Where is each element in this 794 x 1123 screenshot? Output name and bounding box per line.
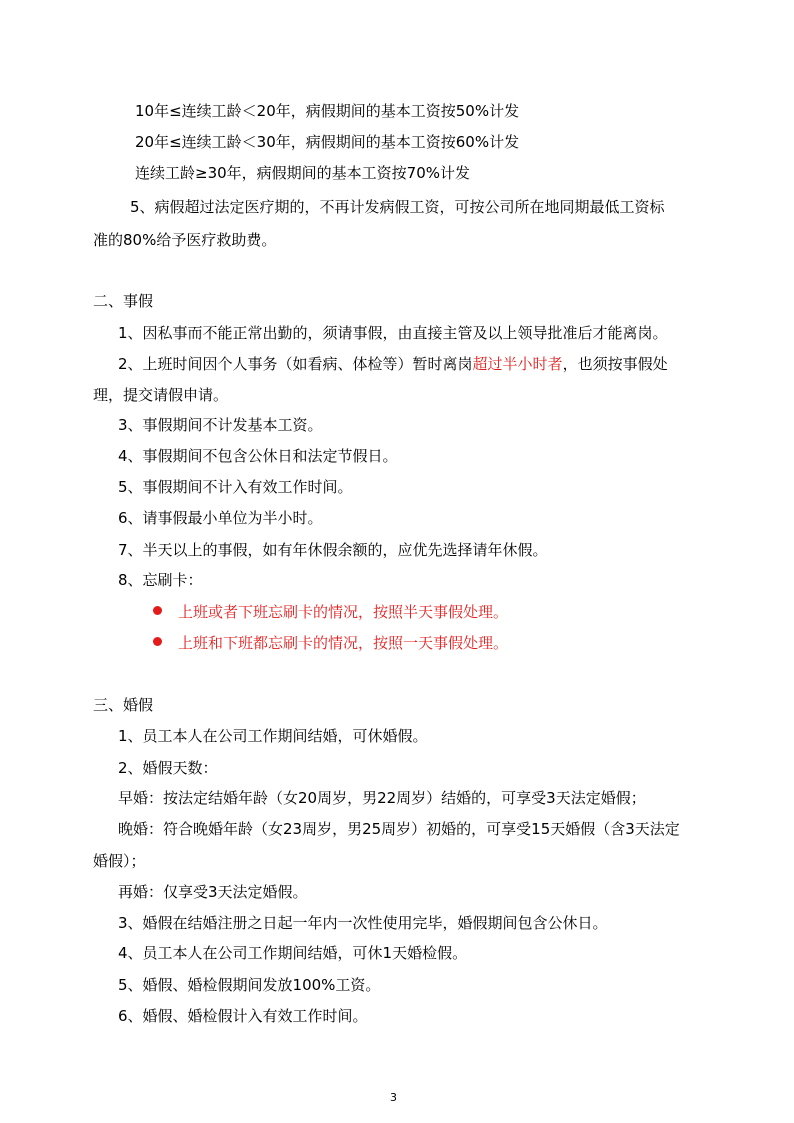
personal-item-4: 4、事假期间不包含公休日和法定节假日。 [118, 447, 398, 465]
personal-item-8: 8、忘刷卡： [118, 571, 203, 589]
bullet-text: 上班或者下班忘刷卡的情况，按照半天事假处理。 [178, 603, 509, 621]
marriage-item-5: 5、婚假、婚检假期间发放100%工资。 [118, 976, 381, 994]
bullet-text: 上班和下班都忘刷卡的情况，按照一天事假处理。 [178, 634, 509, 652]
personal-item-2-line-1 [118, 353, 668, 375]
personal-item-3: 3、事假期间不计发基本工资。 [118, 416, 323, 434]
bullet-item [153, 601, 508, 623]
personal-item-2-highlight: 超过半小时者 [472, 355, 563, 373]
marriage-remarriage: 再婚：仅享受3天法定婚假。 [118, 883, 308, 901]
sick-tier-3: 20年≤连续工龄＜30年，病假期间的基本工资按60%计发 [135, 133, 520, 151]
sick-item-5-line-2: 准的80%给予医疗救助费。 [93, 231, 277, 249]
personal-item-2-text-end: ，也须按事假处 [562, 355, 668, 373]
bullet-item [153, 632, 508, 654]
marriage-late-line-2: 婚假）； [93, 852, 146, 870]
sick-tier-4: 连续工龄≥30年，病假期间的基本工资按70%计发 [135, 164, 470, 182]
personal-item-2-text: 2、上班时间因个人事务（如看病、体检等）暂时离岗 [118, 355, 473, 373]
page-number: 3 [390, 1091, 397, 1104]
sick-tier-2: 10年≤连续工龄＜20年，病假期间的基本工资按50%计发 [135, 102, 520, 120]
personal-item-7: 7、半天以上的事假，如有年休假余额的，应优先选择请年休假。 [118, 541, 548, 559]
marriage-item-1: 1、员工本人在公司工作期间结婚，可休婚假。 [118, 727, 428, 745]
marriage-item-2: 2、婚假天数： [118, 759, 218, 777]
personal-item-6: 6、请事假最小单位为半小时。 [118, 509, 323, 527]
marriage-item-3: 3、婚假在结婚注册之日起一年内一次性使用完毕，婚假期间包含公休日。 [118, 914, 608, 932]
marriage-item-4: 4、员工本人在公司工作期间结婚，可休1天婚检假。 [118, 944, 468, 962]
personal-item-1: 1、因私事而不能正常出勤的，须请事假，由直接主管及以上领导批准后才能离岗。 [118, 324, 668, 342]
bullet-dot-icon [153, 606, 162, 615]
marriage-late-line-1: 晚婚：符合晚婚年龄（女23周岁，男25周岁）初婚的，可享受15天婚假（含3天法定 [118, 820, 680, 838]
marriage-early: 早婚：按法定结婚年龄（女20周岁，男22周岁）结婚的，可享受3天法定婚假； [118, 789, 646, 807]
sick-item-5-line-1: 5、病假超过法定医疗期的，不再计发病假工资，可按公司所在地同期最低工资标 [130, 198, 665, 216]
section-heading-marriage-leave: 三、婚假 [93, 696, 154, 714]
marriage-item-6: 6、婚假、婚检假计入有效工作时间。 [118, 1007, 368, 1025]
bullet-dot-icon [153, 637, 162, 646]
personal-item-2-line-2: 理，提交请假申请。 [93, 386, 229, 404]
section-heading-personal-leave: 二、事假 [93, 292, 154, 310]
personal-item-5: 5、事假期间不计入有效工作时间。 [118, 478, 353, 496]
